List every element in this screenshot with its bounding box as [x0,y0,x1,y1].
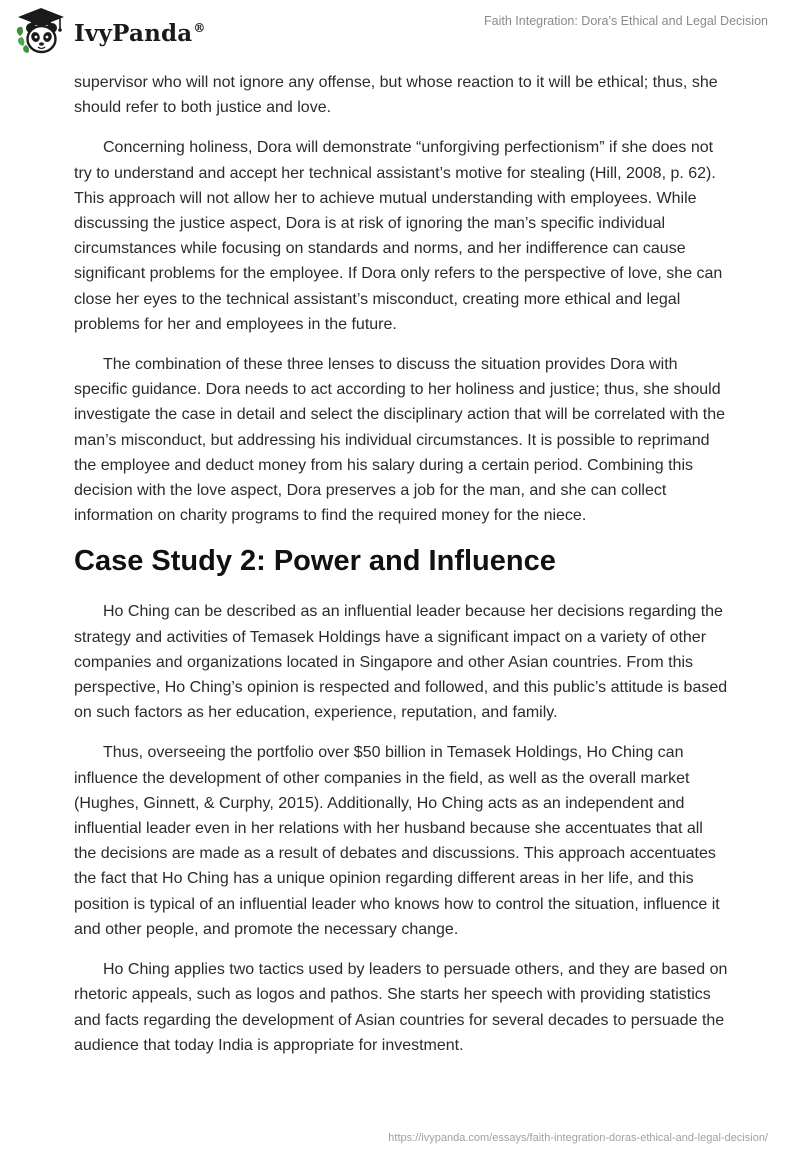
paragraph-holiness: Concerning holiness, Dora will demonstrate “unforgiving perfectionism” if she does not try to understand and accept her technical assistant’s motive for stealing (Hill, 2008, p. 62). This approach will not allow her to achieve mutual understanding with employees. While discussing the justice aspect, Dora is at risk of ignoring the man’s specific individual circumstances while focusing on standards and norms, and her indifference can cause significant problems for the employee. If Dora only refers to the perspective of love, she can close her eyes to the technical assistant’s misconduct, creating more ethical and legal problems for her and employees in the future. [74,139,723,333]
paragraph-combination: The combination of these three lenses to discuss the situation provides Dora with specific guidance. Dora needs to act according to her holiness and justice; thus, she should investigate the case in detail and select the disciplinary action that will be correlated with the man’s misconduct, but addressing his individual circumstances. It is possible to reprimand the employee and deduct money from his salary during a certain period. Combining this decision with the love aspect, Dora preserves a job for the man, and she can collect information on charity programs to find the required money for the niece. [74,356,726,525]
section-heading: Case Study 2: Power and Influence [74,545,556,578]
source-url[interactable]: https://ivypanda.com/essays/faith-integration-doras-ethical-and-legal-decision/ [388,1132,768,1144]
registered-mark: ® [193,20,206,35]
essay-content [74,70,728,1073]
paragraph-portfolio: Thus, overseeing the portfolio over $50 billion in Temasek Holdings, Ho Ching can influence the development of other companies in the field, as well as the overall market (Hughes, Ginnett, & Curphy, 2015). Additionally, Ho Ching acts as an independent and influential leader even in her relations with her husband because she accentuates that all the decisions are made as a result of debates and discussions. This approach accentuates the fact that Ho Ching has a unique opinion regarding different areas in her life, and this position is typical of an influential leader who knows how to control the situation, influence it and other people, and promote the necessary change. [74,744,720,938]
paragraph-influential-leader: Ho Ching can be described as an influential leader because her decisions regarding the strategy and activities of Temasek Holdings have a significant impact on a variety of other companies and organizations located in Singapore and other Asian countries. From this perspective, Ho Ching’s opinion is respected and followed, and this public’s attitude is based on such factors as her education, experience, reputation, and family. [74,603,728,722]
document-title: Faith Integration: Dora’s Ethical and Legal Decision [484,14,768,28]
paragraph-tactics: Ho Ching applies two tactics used by leaders to persuade others, and they are based on rhetoric appeals, such as logos and pathos. She starts her speech with providing statistics and facts regarding the development of Asian countries for several decades to persuade the audience that today India is appropriate for investment. [74,961,728,1054]
ivypanda-logo[interactable] [14,6,206,58]
brand-name: IvyPanda® [74,19,206,47]
page-header [0,0,800,64]
paragraph-continued: supervisor who will not ignore any offense, but whose reaction to it will be ethical; thus, she should refer to both justice and love. [74,74,718,117]
panda-graduate-icon [14,6,68,58]
